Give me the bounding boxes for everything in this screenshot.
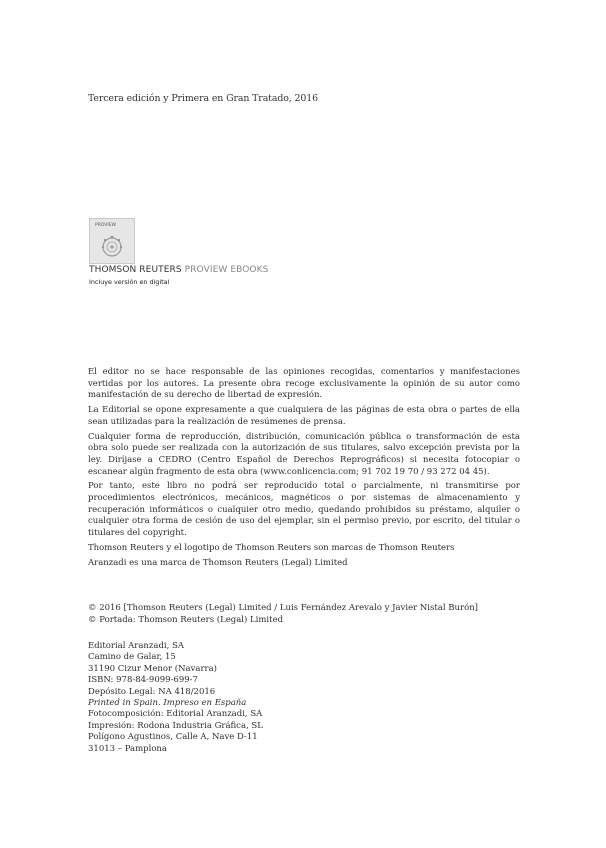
proview-logo	[89, 218, 135, 264]
publisher-block	[88, 641, 528, 755]
publisher-city-2: 31013 – Pamplona	[88, 743, 167, 754]
publisher-name: Editorial Aranzadi, SA	[88, 641, 184, 651]
legal-paragraph: La Editorial se opone expresamente a que cualquiera de las páginas de esta obra o partes de ella sean utilizadas para la realización de resúmenes de prensa.	[88, 405, 520, 427]
legal-paragraph: El editor no se hace responsable de las opiniones recogidas, comentarios y manifestaciones vertidas por los autores. La presente obra recoge exclusivamente la opinión de su autor como manifestación de su derecho de libertad de expresión.	[88, 367, 520, 401]
legal-paragraph: Aranzadi es una marca de Thomson Reuters (Legal) Limited	[88, 557, 348, 568]
publisher-city: 31190 Cizur Menor (Navarra)	[88, 663, 217, 674]
logo-subtitle: Incluye versión en digital	[89, 278, 170, 286]
printed-in: Printed in Spain. Impreso en España	[88, 698, 247, 709]
impresion: Impresión: Rodona Industria Gráfica, SL	[88, 720, 263, 731]
fotocomposicion: Fotocomposición: Editorial Aranzadi, SA	[88, 709, 263, 720]
poligono: Polígono Agustinos, Calle A, Nave D-11	[88, 732, 258, 743]
edition-line: Tercera edición y Primera en Gran Tratado, 2016	[88, 93, 319, 104]
logo-brand	[89, 265, 268, 275]
isbn: ISBN: 978-84-9099-699-7	[88, 675, 198, 686]
copyright-line: © Portada: Thomson Reuters (Legal) Limited	[88, 614, 284, 625]
legal-notice	[88, 367, 520, 572]
copyright-block	[88, 603, 528, 627]
legal-paragraph: Thomson Reuters y el logotipo de Thomson Reuters son marcas de Thomson Reuters	[88, 542, 455, 553]
brand-secondary: PROVIEW EBOOKS	[184, 265, 269, 275]
legal-paragraph: Cualquier forma de reproducción, distribución, comunicación pública o transformación de esta obra solo puede ser realizada con la autorización de sus titulares, salvo excepción prevista por la ley. Diríjase a CEDRO (Centro Español de Derechos Reprográficos) si necesita fotocopiar o escanear algún fragmento de esta obra (www.conlicencia.com; 91 702 19 70 / 93 272 04 45).	[88, 431, 520, 477]
thomson-reuters-emblem-icon	[90, 219, 134, 263]
legal-paragraph: Por tanto, este libro no podrá ser reproducido total o parcialmente, ni transmitirse por procedimientos electrónicos, mecánicos, magnéticos o por sistemas de almacenamiento y recuperación informáticos o cualquier otro medio, quedando prohibidos su préstamo, alquiler o cualquier otra forma de cesión de uso del ejemplar, sin el permiso previo, por escrito, del titular o titulares del copyright.	[88, 481, 520, 539]
deposito-legal: Depósito Legal: NA 418/2016	[88, 686, 216, 697]
proview-tag: PROVIEW	[95, 223, 117, 228]
copyright-line: © 2016 [Thomson Reuters (Legal) Limited / Luis Fernández Arevalo y Javier Nistal Burón]	[88, 603, 478, 613]
publisher-street: Camino de Galar, 15	[88, 652, 176, 663]
brand-main: THOMSON REUTERS	[89, 265, 182, 275]
